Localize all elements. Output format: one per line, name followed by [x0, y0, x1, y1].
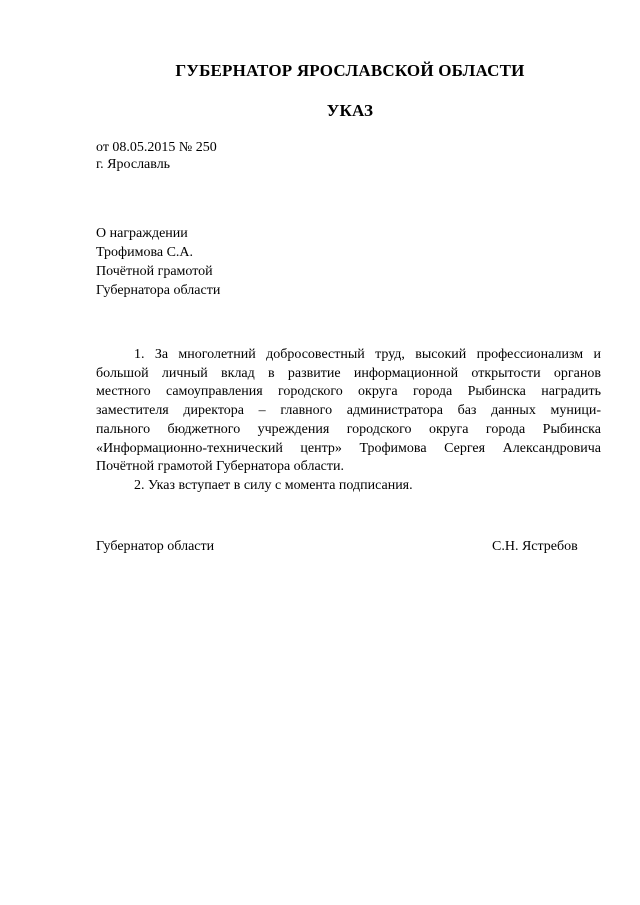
- subject-line: Почётной грамотой: [96, 264, 213, 279]
- signatory-position: Губернатор области: [96, 539, 215, 554]
- issuing-authority-heading: ГУБЕРНАТОР ЯРОСЛАВСКОЙ ОБЛАСТИ: [175, 61, 525, 80]
- signatory-name: С.Н. Ястребов: [492, 539, 578, 554]
- subject-line: Трофимова С.А.: [96, 245, 194, 260]
- document-type-heading: УКАЗ: [326, 101, 374, 120]
- subject-line: О награждении: [96, 226, 188, 241]
- document-subject: [96, 224, 220, 300]
- paragraph-line: 1. За многолетний добросовестный труд, высокий профессионализм и: [134, 347, 601, 362]
- date-and-number: от 08.05.2015 № 250: [96, 140, 217, 155]
- paragraph-2: 2. Указ вступает в силу с момента подписания.: [134, 477, 413, 493]
- paragraph-line: пального бюджетного учреждения городского округа города Рыбинска: [96, 421, 601, 437]
- document-body: [96, 346, 601, 496]
- subject-line: Губернатора области: [96, 283, 221, 298]
- paragraph-line: заместителя директора – главного администратора баз данных муници-: [96, 403, 601, 419]
- place-of-issue: г. Ярославль: [96, 157, 171, 172]
- paragraph-line: «Информационно-технический центр» Трофимова Сергея Александровича: [96, 440, 601, 456]
- paragraph-1: [96, 346, 601, 477]
- paragraph-line: Почётной грамотой Губернатора области.: [96, 459, 344, 475]
- paragraph-line: местного самоуправления городского округа города Рыбинска наградить: [96, 384, 601, 400]
- paragraph-line: большой личный вклад в развитие информационной открытости органов: [96, 365, 601, 381]
- document-meta: [96, 139, 217, 173]
